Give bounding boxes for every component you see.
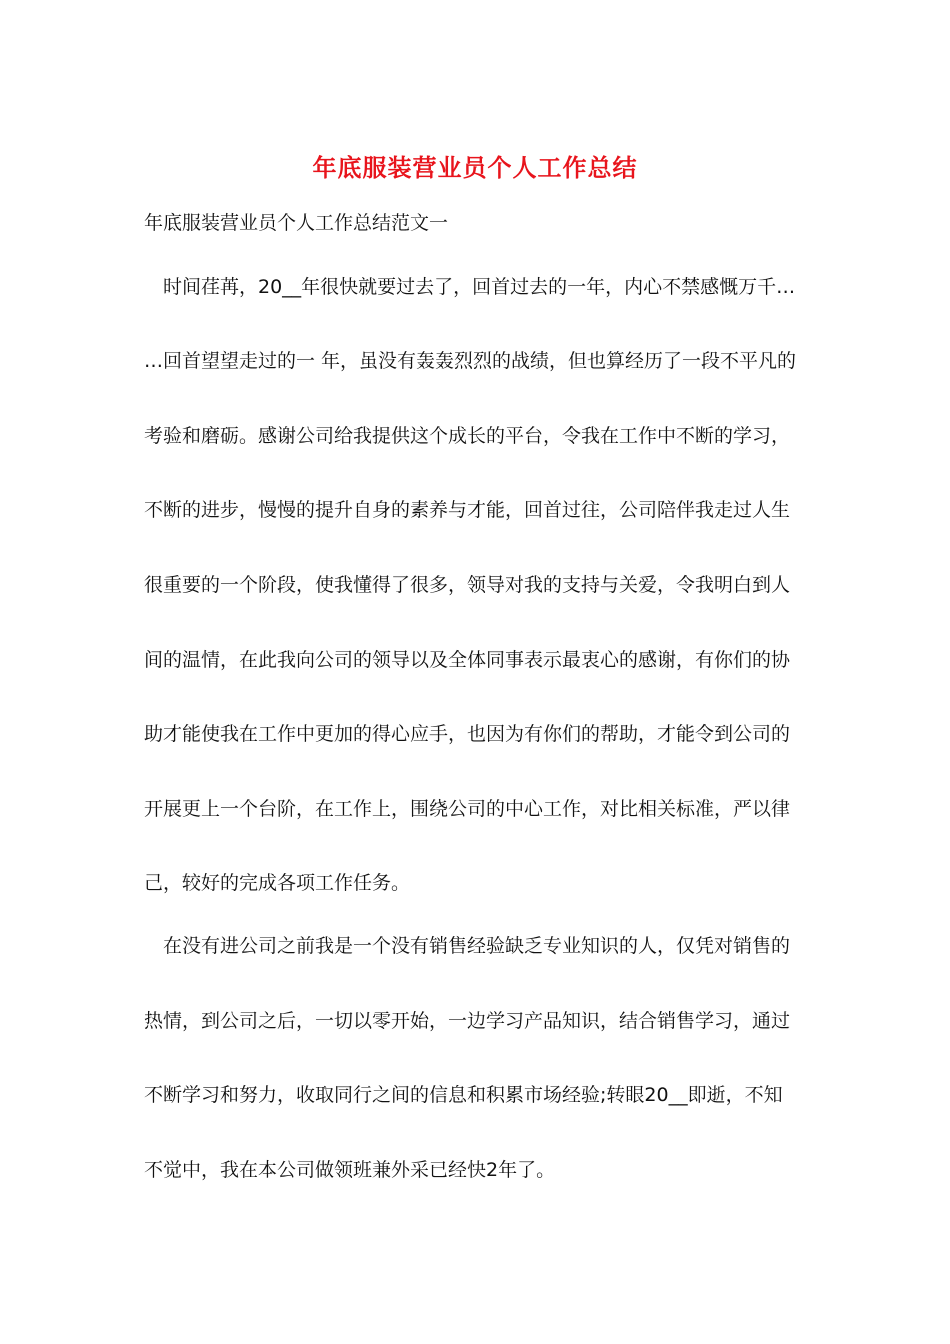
- paragraph-1-line-5: 很重要的一个阶段，使我懂得了很多，领导对我的支持与关爱，令我明白到人: [144, 574, 791, 596]
- paragraph-2-line-4: 不觉中，我在本公司做领班兼外采已经快2年了。: [144, 1159, 556, 1181]
- paragraph-2-line-1: 在没有进公司之前我是一个没有销售经验缺乏专业知识的人，仅凭对销售的: [163, 935, 791, 957]
- paragraph-1-line-4: 不断的进步，慢慢的提升自身的素养与才能，回首过往，公司陪伴我走过人生: [144, 499, 791, 521]
- paragraph-1-line-1: 时间荏苒，20__年很快就要过去了，回首过去的一年，内心不禁感慨万千…: [163, 276, 796, 298]
- paragraph-1-line-6: 间的温情，在此我向公司的领导以及全体同事表示最衷心的感谢，有你们的协: [144, 649, 791, 671]
- document-subtitle: 年底服装营业员个人工作总结范文一: [144, 212, 449, 234]
- paragraph-2-line-2: 热情，到公司之后，一切以零开始，一边学习产品知识，结合销售学习，通过: [144, 1010, 791, 1032]
- paragraph-1-line-2: …回首望望走过的一 年，虽没有轰轰烈烈的战绩，但也算经历了一段不平凡的: [144, 350, 797, 372]
- paragraph-1-line-3: 考验和磨砺。感谢公司给我提供这个成长的平台，令我在工作中不断的学习，: [144, 425, 791, 447]
- paragraph-1-line-7: 助才能使我在工作中更加的得心应手，也因为有你们的帮助，才能令到公司的: [144, 723, 791, 745]
- document-title: 年底服装营业员个人工作总结: [312, 154, 638, 182]
- paragraph-2-line-3: 不断学习和努力，收取同行之间的信息和积累市场经验;转眼20__即逝，不知: [144, 1084, 783, 1106]
- paragraph-1-line-8: 开展更上一个台阶，在工作上，围绕公司的中心工作，对比相关标准，严以律: [144, 798, 791, 820]
- paragraph-1-line-9: 己，较好的完成各项工作任务。: [144, 872, 411, 894]
